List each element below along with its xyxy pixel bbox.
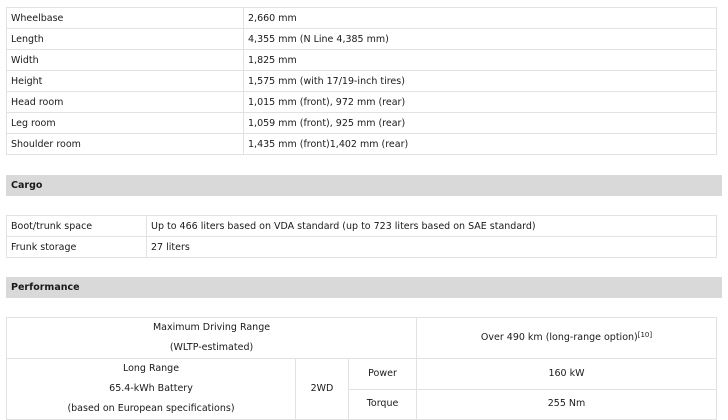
range-value-cell bbox=[417, 318, 717, 359]
table-row bbox=[7, 359, 717, 390]
table-row bbox=[7, 237, 717, 258]
spec-value: Up to 466 liters based on VDA standard (up to 723 liters based on SAE standard) bbox=[147, 216, 717, 237]
table-row bbox=[7, 113, 717, 134]
range-label-cell bbox=[7, 318, 417, 359]
spec-label: Head room bbox=[7, 92, 244, 113]
spec-value: 2,660 mm bbox=[244, 8, 717, 29]
cargo-table bbox=[6, 215, 717, 258]
variant-cell bbox=[7, 359, 296, 420]
spec-label: Wheelbase bbox=[7, 8, 244, 29]
spec-value: 1,825 mm bbox=[244, 50, 717, 71]
spec-label: Frunk storage bbox=[7, 237, 147, 258]
spec-label: Width bbox=[7, 50, 244, 71]
table-row bbox=[7, 71, 717, 92]
table-row bbox=[7, 50, 717, 71]
section-header-cargo: Cargo bbox=[6, 175, 722, 196]
table-row bbox=[7, 29, 717, 50]
spec-value: 1,015 mm (front), 972 mm (rear) bbox=[244, 92, 717, 113]
spec-value: 27 liters bbox=[147, 237, 717, 258]
performance-table bbox=[6, 317, 717, 420]
spec-label: Power bbox=[349, 359, 417, 390]
section-header-performance: Performance bbox=[6, 277, 722, 298]
spec-label: Boot/trunk space bbox=[7, 216, 147, 237]
range-value: Over 490 km (long-range option) bbox=[480, 332, 638, 343]
table-row bbox=[7, 8, 717, 29]
range-label-line2: (WLTP-estimated) bbox=[169, 342, 254, 353]
table-row bbox=[7, 134, 717, 155]
dimensions-table bbox=[6, 7, 717, 155]
spec-value: 1,575 mm (with 17/19-inch tires) bbox=[244, 71, 717, 92]
drive-cell: 2WD bbox=[296, 359, 349, 420]
variant-line2: 65.4-kWh Battery bbox=[109, 383, 193, 394]
spec-value: 1,059 mm (front), 925 mm (rear) bbox=[244, 113, 717, 134]
variant-line1: Long Range bbox=[122, 363, 180, 374]
spec-value: 1,435 mm (front)1,402 mm (rear) bbox=[244, 134, 717, 155]
spec-label: Shoulder room bbox=[7, 134, 244, 155]
range-label-line1: Maximum Driving Range bbox=[152, 322, 271, 333]
spec-label: Height bbox=[7, 71, 244, 92]
spec-value: 4,355 mm (N Line 4,385 mm) bbox=[244, 29, 717, 50]
table-row bbox=[7, 216, 717, 237]
variant-line3: (based on European specifications) bbox=[67, 403, 235, 414]
spec-label: Torque bbox=[349, 389, 417, 420]
reference-link[interactable]: [10] bbox=[637, 331, 653, 339]
spec-value: 160 kW bbox=[417, 359, 717, 390]
table-row bbox=[7, 92, 717, 113]
spec-label: Length bbox=[7, 29, 244, 50]
spec-label: Leg room bbox=[7, 113, 244, 134]
spec-value: 255 Nm bbox=[417, 389, 717, 420]
table-row bbox=[7, 318, 717, 359]
